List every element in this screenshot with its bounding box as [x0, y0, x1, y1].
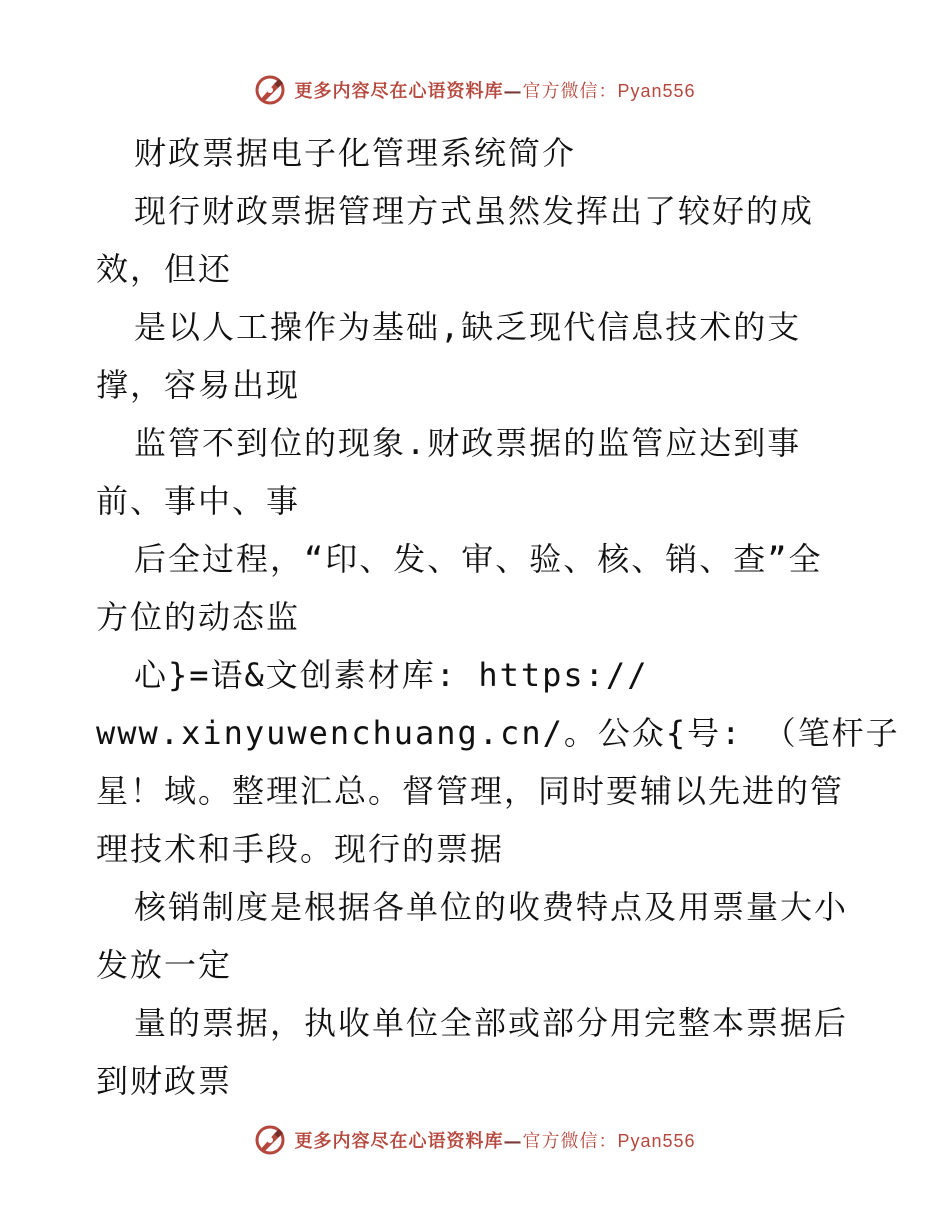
text-line: 方位的动态监 [96, 598, 301, 636]
text-line: 效，但还 [96, 250, 233, 288]
text-line: 到财政票 [96, 1062, 233, 1100]
pen-logo-icon [254, 74, 286, 106]
banner-main-text: 更多内容尽在心语资料库 [294, 1131, 504, 1152]
header-banner [0, 72, 950, 108]
text-line: 理技术和手段。现行的票据 [96, 830, 505, 868]
text-line: 星！域。整理汇总。督管理，同时要辅以先进的管 [96, 772, 845, 810]
text-line: 发放一定 [96, 946, 233, 984]
banner-separator: — [503, 1131, 523, 1152]
text-line: 现行财政票据管理方式虽然发挥出了较好的成 [134, 192, 815, 230]
banner-main-text: 更多内容尽在心语资料库 [294, 81, 504, 102]
text-line: 核销制度是根据各单位的收费特点及用票量大小 [134, 888, 849, 926]
banner-text [294, 77, 695, 103]
pen-logo-icon [254, 1124, 286, 1156]
text-line: 心}=语&文创素材库: https:// [134, 656, 649, 694]
document-body [96, 124, 900, 1110]
text-line: 后全过程，“印、发、审、验、核、销、查”全 [134, 540, 823, 578]
text-line: 监管不到位的现象.财政票据的监管应达到事 [134, 424, 802, 462]
banner-wechat-text: 官方微信：Pyan556 [522, 81, 696, 101]
text-line: www.xinyuwenchuang.cn/。公众{号: （笔杆子 [96, 714, 900, 752]
text-line: 是以人工操作为基础,缺乏现代信息技术的支 [134, 308, 802, 346]
document-title: 财政票据电子化管理系统简介 [134, 134, 577, 172]
text-line: 前、事中、事 [96, 482, 301, 520]
text-line: 量的票据，执收单位全部或部分用完整本票据后 [134, 1004, 849, 1042]
footer-banner [0, 1122, 950, 1158]
banner-separator: — [503, 81, 523, 102]
banner-text [294, 1127, 695, 1153]
text-line: 撑，容易出现 [96, 366, 301, 404]
banner-wechat-text: 官方微信：Pyan556 [522, 1131, 696, 1151]
